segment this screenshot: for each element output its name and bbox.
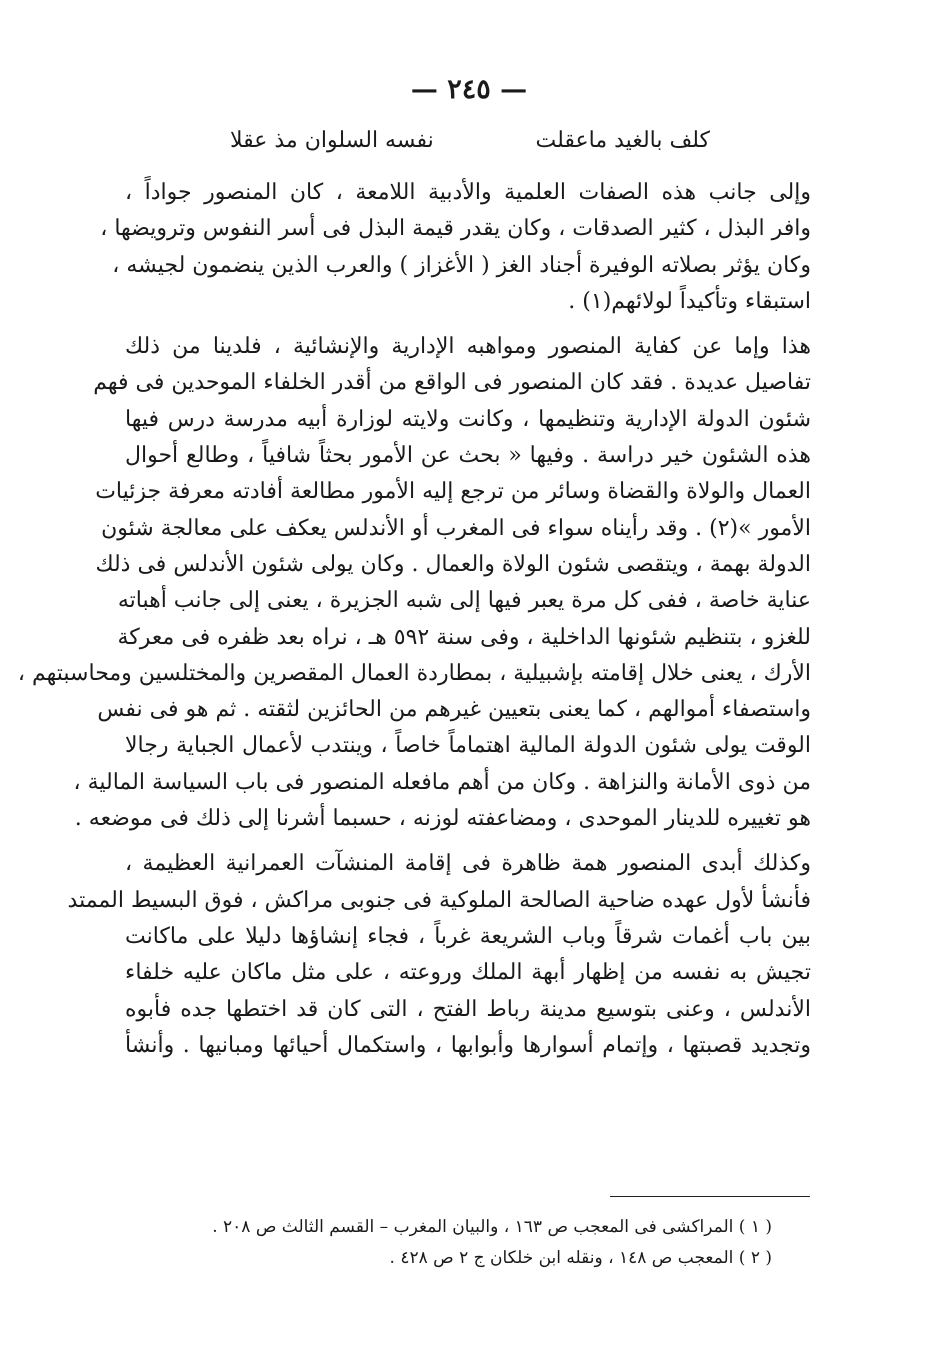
verse-second-hemistich: نفسه السلوان مذ عقلا [230, 128, 434, 153]
paragraph-1 [100, 175, 811, 320]
paragraph-line: وإلى جانب هذه الصفات العلمية والأدبية اللامعة ، كان المنصور جواداً ، [125, 180, 811, 205]
paragraph-line: وكان يؤثر بصلاته الوفيرة أجناد الغز ( الأغزاز ) والعرب الذين ينضمون لجيشه ، [112, 252, 811, 278]
paragraph-line: وتجديد قصبتها ، وإتمام أسوارها وأبوابها ، واستكمال أحيائها ومبانيها . وأنشأ [125, 1032, 811, 1058]
footnote-2: ( ٢ ) المعجب ص ١٤٨ ، ونقله ابن خلكان ج ٢ ص ٤٢٨ . [389, 1248, 772, 1268]
paragraph-2 [17, 329, 811, 837]
paragraph-line: هو تغييره للدينار الموحدى ، ومضاعفته لوزنه ، حسبما أشرنا إلى ذلك فى موضعه . [74, 806, 811, 832]
paragraph-line: للغزو ، بتنظيم شئونها الداخلية ، وفى سنة ٥٩٢ هـ ، نراه بعد ظفره فى معركة [117, 624, 811, 650]
page-number: — ٢٤٥ — [410, 74, 528, 105]
paragraph-line: بين باب أغمات شرقاً وباب الشريعة غرباً ، فجاء إنشاؤها دليلا على ماكانت [125, 923, 811, 949]
paragraph-line: العمال والولاة والقضاة وسائر من ترجع إليه الأمور مطالعة أفادته معرفة جزئيات [95, 479, 811, 505]
verse-first-hemistich: كلف بالغيد ماعقلت [535, 128, 710, 153]
footnote-divider [610, 1196, 810, 1197]
footnote-1: ( ١ ) المراكشى فى المعجب ص ١٦٣ ، والبيان المغرب – القسم الثالث ص ٢٠٨ . [212, 1217, 772, 1237]
paragraph-line: وافر البذل ، كثير الصدقات ، وكان يقدر قيمة البذل فى أسر النفوس وترويضها ، [100, 216, 811, 242]
paragraph-line: واستصفاء أموالهم ، كما يعنى بتعيين غيرهم من الحائزين لثقته . ثم هو فى نفس [97, 697, 811, 723]
paragraph-line: من ذوى الأمانة والنزاهة . وكان من أهم مافعله المنصور فى باب السياسة المالية ، [73, 769, 811, 795]
paragraph-line: وكذلك أبدى المنصور همة ظاهرة فى إقامة المنشآت العمرانية العظيمة ، [125, 851, 811, 877]
paragraph-line: الوقت يولى شئون الدولة المالية اهتماماً خاصاً ، وينتدب لأعمال الجباية رجالا [125, 733, 811, 759]
body-text [17, 175, 811, 1064]
paragraph-line: عناية خاصة ، ففى كل مرة يعبر فيها إلى شبه الجزيرة ، يعنى إلى جانب أهباته [117, 588, 811, 614]
paragraph-line: هذه الشئون خير دراسة . وفيها « بحث عن الأمور بحثاً شافياً ، وطالع أحوال [125, 443, 811, 469]
footnotes [180, 1212, 772, 1274]
paragraph-line: تفاصيل عديدة . فقد كان المنصور فى الواقع من أقدر الخلفاء الموحدين فى فهم [93, 370, 811, 396]
paragraph-line: هذا وإما عن كفاية المنصور ومواهبه الإدارية والإنشائية ، فلدينا من ذلك [125, 334, 811, 360]
paragraph-3 [67, 846, 811, 1064]
paragraph-line: الأرك ، يعنى خلال إقامته بإشبيلية ، بمطاردة العمال المقصرين والمختلسين ومحاسبتهم ، [17, 660, 811, 686]
paragraph-line: الأمور »(٢) . وقد رأيناه سواء فى المغرب أو الأندلس يعكف على معالجة شئون [101, 515, 811, 541]
paragraph-line: الدولة بهمة ، ويتقصى شئون الولاة والعمال . وكان يولى شئون الأندلس فى ذلك [95, 551, 811, 577]
paragraph-line: تجيش به نفسه من إظهار أبهة الملك وروعته ، على مثل ماكان عليه خلفاء [125, 960, 811, 986]
paragraph-line: استبقاء وتأكيداً لولائهم(١) . [568, 288, 811, 314]
paragraph-line: شئون الدولة الإدارية وتنظيمها ، وكانت ولايته لوزارة أبيه مدرسة درس فيها [125, 406, 811, 432]
paragraph-line: فأنشأ لأول عهده ضاحية الصالحة الملوكية فى جنوبى مراكش ، فوق البسيط الممتد [67, 887, 811, 913]
poetry-verse [230, 128, 710, 153]
paragraph-line: الأندلس ، وعنى بتوسيع مدينة رباط الفتح ، التى كان قد اختطها جده فأبوه [125, 996, 811, 1022]
